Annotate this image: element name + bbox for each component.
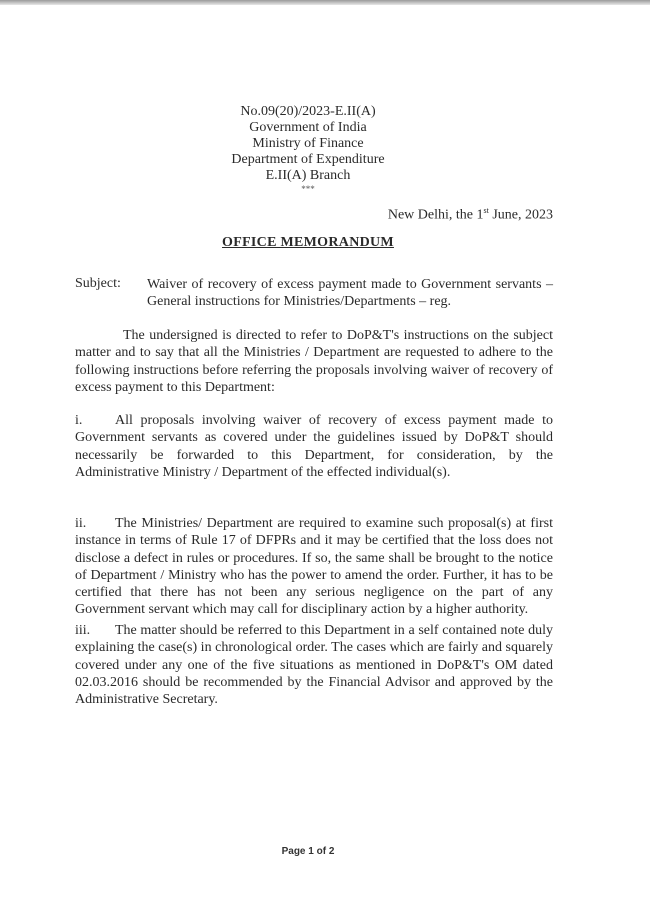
- intro-text: The undersigned is directed to refer to DoP&T's instructions on the subject matter and to say that all the Ministries / Department are requested to adhere to the following instructions before referring the proposals involving waiver of recovery of excess payment to this Department:: [75, 328, 553, 395]
- file-number: No.09(20)/2023-E.II(A): [240, 104, 376, 119]
- date-suffix: June, 2023: [488, 207, 553, 223]
- date-prefix: New Delhi, the 1: [387, 207, 484, 223]
- separator: ***: [301, 184, 315, 194]
- date-line: [388, 206, 553, 224]
- memo-title: OFFICE MEMORANDUM: [222, 235, 394, 250]
- point-number: iii.: [75, 623, 91, 638]
- point-3: [75, 622, 553, 708]
- subject-label: Subject:: [75, 276, 121, 291]
- point-number: ii.: [75, 516, 87, 531]
- ministry-name: Ministry of Finance: [252, 136, 364, 151]
- point-text: The matter should be referred to this Department in a self contained note duly explaining the case(s) in chronological order. The cases which are fairly and squarely covered under any one of the five situations as mentioned in DoP&T's OM dated 02.03.2016 should be recommended by the Financial Advisor and approved by the Administrative Secretary.: [75, 623, 553, 708]
- intro-paragraph: [75, 327, 553, 396]
- subject-text: Waiver of recovery of excess payment made to Government servants – General instructions for Ministries/Departments – reg.: [147, 277, 553, 310]
- scan-edge: [0, 0, 650, 5]
- point-2: [75, 515, 553, 619]
- letterhead: [200, 104, 416, 194]
- point-text: The Ministries/ Department are required to examine such proposal(s) at first instance in terms of Rule 17 of DFPRs and it may be certified that the loss does not disclose a defect in rules or procedures. If so, the same shall be brought to the notice of Department / Ministry who has the power to amend the order. Further, it has to be certified that there has not been any serious negligence on the part of any Government servant which may call for disciplinary action by a higher authority.: [75, 516, 553, 618]
- point-number: i.: [75, 413, 83, 428]
- point-1: [75, 412, 553, 481]
- date-sup: st: [483, 206, 489, 215]
- page-number: Page 1 of 2: [281, 846, 335, 857]
- branch-name: E.II(A) Branch: [265, 168, 351, 183]
- department-name: Department of Expenditure: [231, 152, 385, 167]
- government-name: Government of India: [249, 120, 367, 135]
- point-text: All proposals involving waiver of recovery of excess payment made to Government servants as covered under the guidelines issued by DoP&T should necessarily be forwarded to this Department, for consideration, by the Administrative Ministry / Department of the effected individual(s).: [75, 413, 553, 480]
